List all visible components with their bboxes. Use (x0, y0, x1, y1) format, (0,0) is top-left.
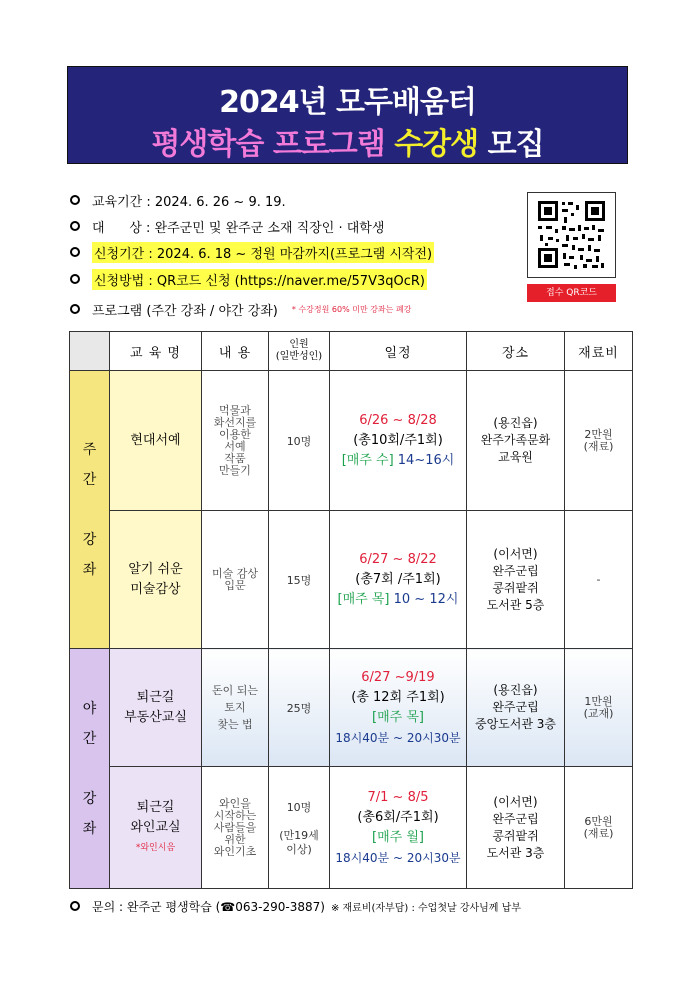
course-fee: 6만원 (재료) (565, 767, 633, 889)
info-program-text: 프로그램 (주간 강좌 / 야간 강좌) (92, 303, 278, 319)
title-line1: 2024년 모두배움터 (219, 85, 476, 120)
course-place: (용진읍) 완주가족문화 교육원 (467, 371, 565, 511)
footer-contact (70, 896, 521, 916)
schedule-dates: 6/27 ~ 8/22 (359, 551, 437, 567)
table-header-count: 인원 (일반성인) (269, 332, 330, 371)
table-header-row (70, 332, 633, 371)
bullet-icon (70, 195, 80, 205)
bullet-icon (70, 274, 80, 284)
course-fee: - (565, 511, 633, 649)
schedule-weekday: [매주 월] (372, 829, 424, 845)
course-schedule (330, 511, 467, 649)
schedule-dates: 7/1 ~ 8/5 (367, 789, 429, 805)
table-header-place: 장소 (467, 332, 565, 371)
title-line2-part3: 모집 (478, 127, 544, 162)
course-count: 25명 (269, 649, 330, 767)
schedule-time: 18시40분 ~ 20시30분 (335, 850, 461, 865)
course-schedule (330, 371, 467, 511)
info-apply-period-text: 신청기간 : 2024. 6. 18 ~ 정원 마감까지(프로그램 시작전) (92, 242, 434, 263)
course-count-cell (269, 767, 330, 889)
bullet-icon (70, 304, 80, 314)
info-apply-method-text: 신청방법 : QR코드 신청 (https://naver.me/57V3qOcR) (92, 269, 427, 290)
course-schedule (330, 767, 467, 889)
qr-label: 접수 QR코드 (527, 284, 616, 302)
title-banner (67, 66, 628, 164)
schedule-time-line (330, 590, 466, 610)
course-place: (용진읍) 완주군립 중앙도서관 3층 (467, 649, 565, 767)
footer-contact-text: 문의 : 완주군 평생학습 (☎063-290-3887) (92, 899, 325, 914)
course-content: 와인을 시작하는 사람들을 위한 와인기초 (202, 767, 269, 889)
qr-code[interactable] (527, 192, 616, 278)
info-target (70, 215, 384, 237)
course-place: (이서면) 완주군립 콩쥐팥쥐 도서관 3층 (467, 767, 565, 889)
table-row (70, 767, 633, 889)
course-name: 알기 쉬운 미술감상 (110, 511, 202, 649)
info-target-text: 대 상 : 완주군민 및 완주군 소재 직장인 · 대학생 (92, 220, 385, 236)
table-header-fee: 재료비 (565, 332, 633, 371)
info-apply-method (70, 268, 427, 290)
bullet-icon (70, 901, 80, 911)
schedule-weekday: [매주 목] (372, 709, 424, 725)
schedule-sessions: (총10회/주1회) (353, 432, 443, 448)
table-row (70, 649, 633, 767)
schedule-dates: 6/26 ~ 8/28 (359, 412, 437, 428)
course-place: (이서면) 완주군립 콩쥐팥쥐 도서관 5층 (467, 511, 565, 649)
info-period-text: 교육기간 : 2024. 6. 26 ~ 9. 19. (92, 194, 286, 210)
course-count: 15명 (269, 511, 330, 649)
cancel-note: * 수강정원 60% 미만 강좌는 폐강 (291, 304, 412, 314)
footer-note: ※ 재료비(자부담) : 수업첫날 강사님께 납부 (330, 902, 521, 914)
schedule-weekday: [매주 수] (341, 452, 394, 468)
course-content: 먹물과 화선지를 이용한 서예 작품 만들기 (202, 371, 269, 511)
table-row (70, 371, 633, 511)
program-table (69, 331, 633, 889)
course-fee: 1만원 (교재) (565, 649, 633, 767)
bullet-icon (70, 221, 80, 231)
course-count-note: (만19세 이상) (279, 828, 319, 856)
schedule-time-line (330, 451, 466, 471)
table-header-schedule: 일정 (330, 332, 467, 371)
course-name: 퇴근길 부동산교실 (110, 649, 202, 767)
table-header-name: 교 육 명 (110, 332, 202, 371)
course-schedule (330, 649, 467, 767)
info-apply-period (70, 241, 434, 263)
title-line2-highlight: 수강생 (394, 127, 479, 162)
schedule-dates: 6/27 ~9/19 (361, 669, 435, 685)
course-content: 미술 감상 입문 (202, 511, 269, 649)
bullet-icon (70, 247, 80, 257)
schedule-weekday: [매주 목] (337, 591, 390, 607)
schedule-sessions: (총6회/주1회) (357, 809, 439, 825)
course-content: 돈이 되는 토지 찾는 법 (202, 649, 269, 767)
title-line2 (68, 119, 627, 163)
table-header-content: 내 용 (202, 332, 269, 371)
course-name: 퇴근길 와인교실 (130, 799, 181, 835)
qr-code-icon (528, 193, 615, 277)
course-count: 10명 (269, 371, 330, 511)
schedule-time: 14~16시 (393, 452, 455, 468)
section-night: 야 간 강 좌 (70, 649, 110, 889)
table-row (70, 511, 633, 649)
info-program (70, 298, 411, 320)
schedule-sessions: (총 12회 주1회) (351, 689, 445, 705)
table-header-blank (70, 332, 110, 371)
course-name-note: *와인시음 (135, 842, 176, 853)
course-name-cell (110, 767, 202, 889)
course-name: 현대서예 (110, 371, 202, 511)
schedule-time: 10 ~ 12시 (389, 591, 459, 607)
title-line2-part1: 평생학습 프로그램 (151, 127, 395, 162)
schedule-sessions: (총7회 /주1회) (355, 571, 441, 587)
course-fee: 2만원 (재료) (565, 371, 633, 511)
schedule-time: 18시40분 ~ 20시30분 (335, 730, 461, 745)
info-period (70, 189, 286, 211)
section-day: 주 간 강 좌 (70, 371, 110, 649)
course-count: 10명 (286, 800, 312, 814)
